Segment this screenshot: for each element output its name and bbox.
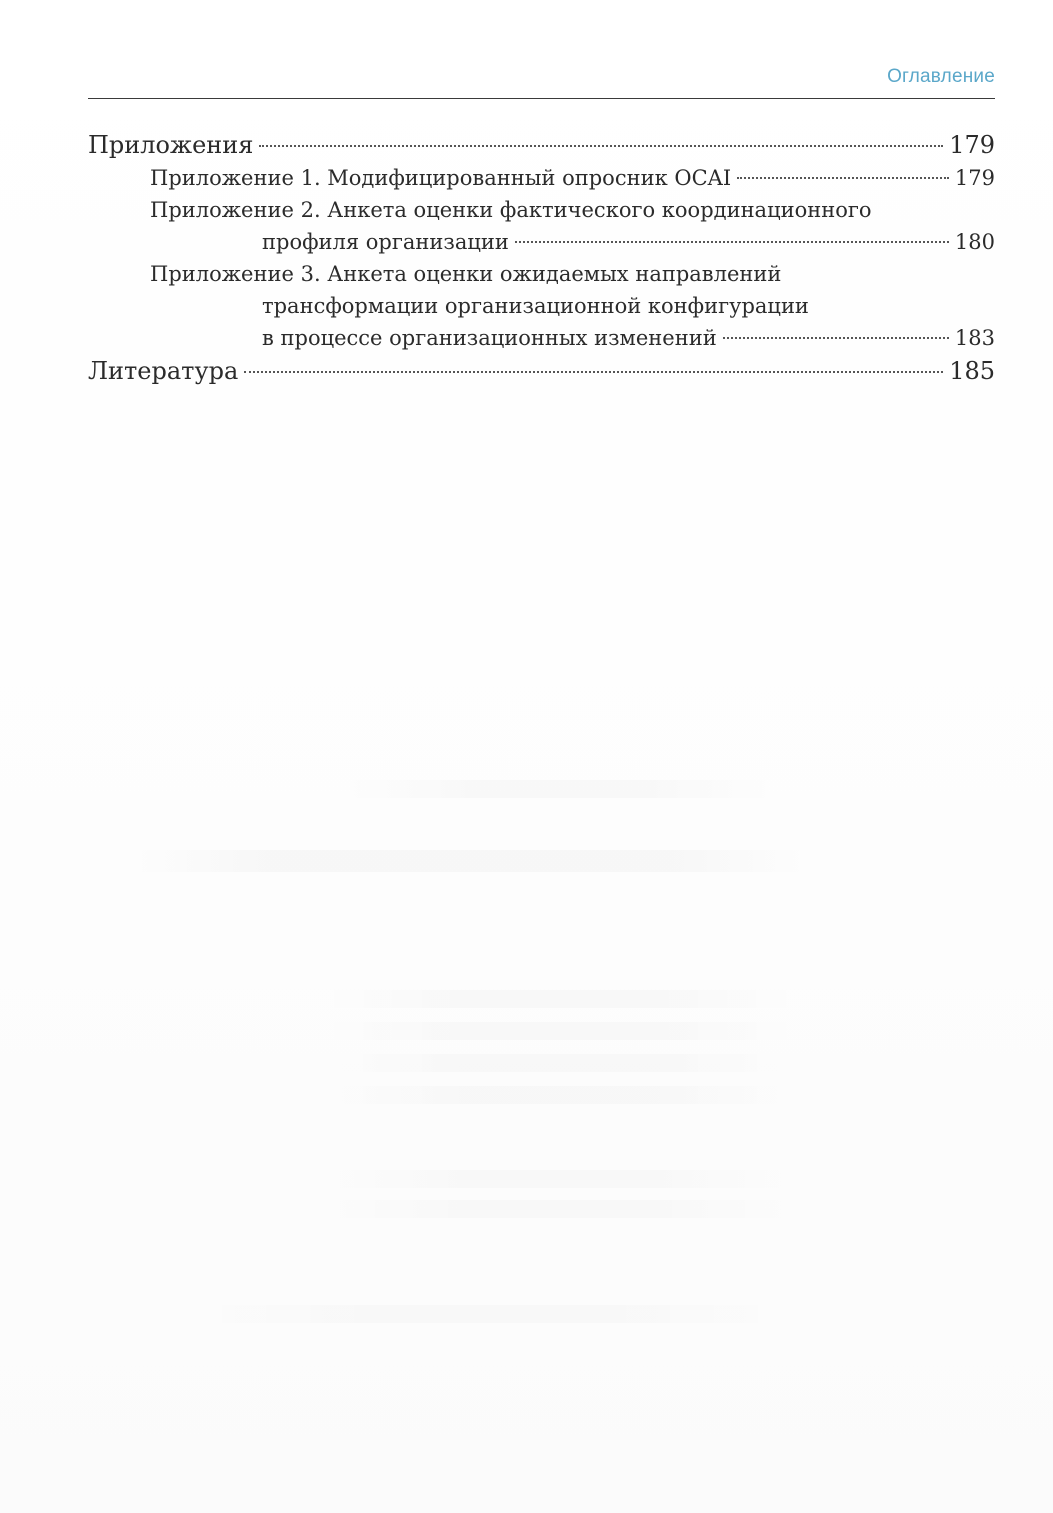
toc-entry-appendix-1[interactable] <box>88 162 995 194</box>
toc-entry-title-continued: в процессе организационных изменений <box>262 326 717 350</box>
toc-page-number: 183 <box>954 326 995 350</box>
toc-entry-title: Приложение 1. Модифицированный опросник OCAI <box>150 166 732 190</box>
toc-entry-title-continued: трансформации организационной конфигурации <box>262 294 809 318</box>
toc-entry-references[interactable] <box>88 354 995 388</box>
toc-page-number: 185 <box>949 357 995 385</box>
toc-page-number: 179 <box>949 131 995 159</box>
paper-show-through <box>120 760 820 1360</box>
toc-entry-title: Литература <box>88 357 239 385</box>
toc-entry-title: Приложение 3. Анкета оценки ожидаемых направлений <box>150 262 782 286</box>
toc-leader-dots <box>259 145 943 147</box>
toc-leader-dots <box>244 371 943 373</box>
toc-leader-dots <box>515 241 949 243</box>
toc-page-number: 180 <box>954 230 995 254</box>
toc-leader-dots <box>737 177 949 179</box>
toc-entry-appendix-3[interactable] <box>88 258 995 354</box>
table-of-contents <box>88 128 995 388</box>
running-header: Оглавление <box>887 66 995 87</box>
header-rule <box>88 98 995 99</box>
toc-entry-title: Приложение 2. Анкета оценки фактического координационного <box>150 198 872 222</box>
toc-leader-dots <box>723 337 949 339</box>
toc-entry-title-continued: профиля организации <box>262 230 509 254</box>
toc-entry-appendices[interactable] <box>88 128 995 162</box>
toc-entry-appendix-2[interactable] <box>88 194 995 258</box>
toc-page-number: 179 <box>954 166 995 190</box>
toc-entry-title: Приложения <box>88 131 254 159</box>
